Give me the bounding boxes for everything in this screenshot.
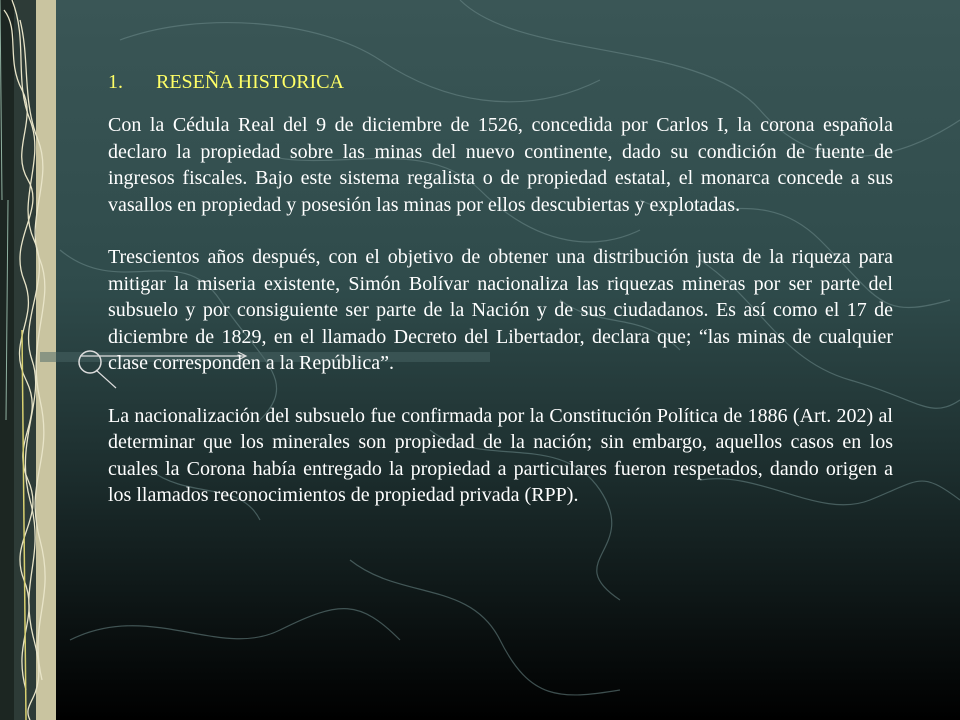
heading-number: 1. xyxy=(108,71,123,93)
section-heading xyxy=(108,68,893,96)
paragraph-cedula-real: Con la Cédula Real del 9 de diciembre de 1526, concedida por Carlos I, la corona española declaro la propiedad sobre las minas del nuevo continente, dado su condición de fuente de ingresos fiscales. Bajo este sistema regalista o de propiedad estatal, el monarca concede a sus vasallos en propiedad y posesión las minas por ellos descubiertas y explotadas. xyxy=(108,114,893,216)
paragraph-bolivar: Trescientos años después, con el objetivo de obtener una distribución justa de la riqueza para mitigar la miseria existente, Simón Bolívar nacionaliza las riquezas mineras por ser parte del subsuelo y por consiguiente ser parte de la Nación y de sus ciudadanos. Es así como el 17 de diciembre de 1829, en el llamado Decreto del Libertador, declara que; “las minas de cualquier clase corresponden a la República”. xyxy=(108,246,893,374)
paragraph-constitucion: La nacionalización del subsuelo fue confirmada por la Constitución Política de 1886 (Art. 202) al determinar que los minerales son propiedad de la nación; sin embargo, aquellos casos en los cuales la Corona había entregado la propiedad a particulares fueron respetados, dando origen a los llamados reconocimientos de propiedad privada (RPP). xyxy=(108,404,893,506)
heading-title: RESEÑA HISTORICA xyxy=(156,71,344,93)
slide-content xyxy=(108,68,893,535)
